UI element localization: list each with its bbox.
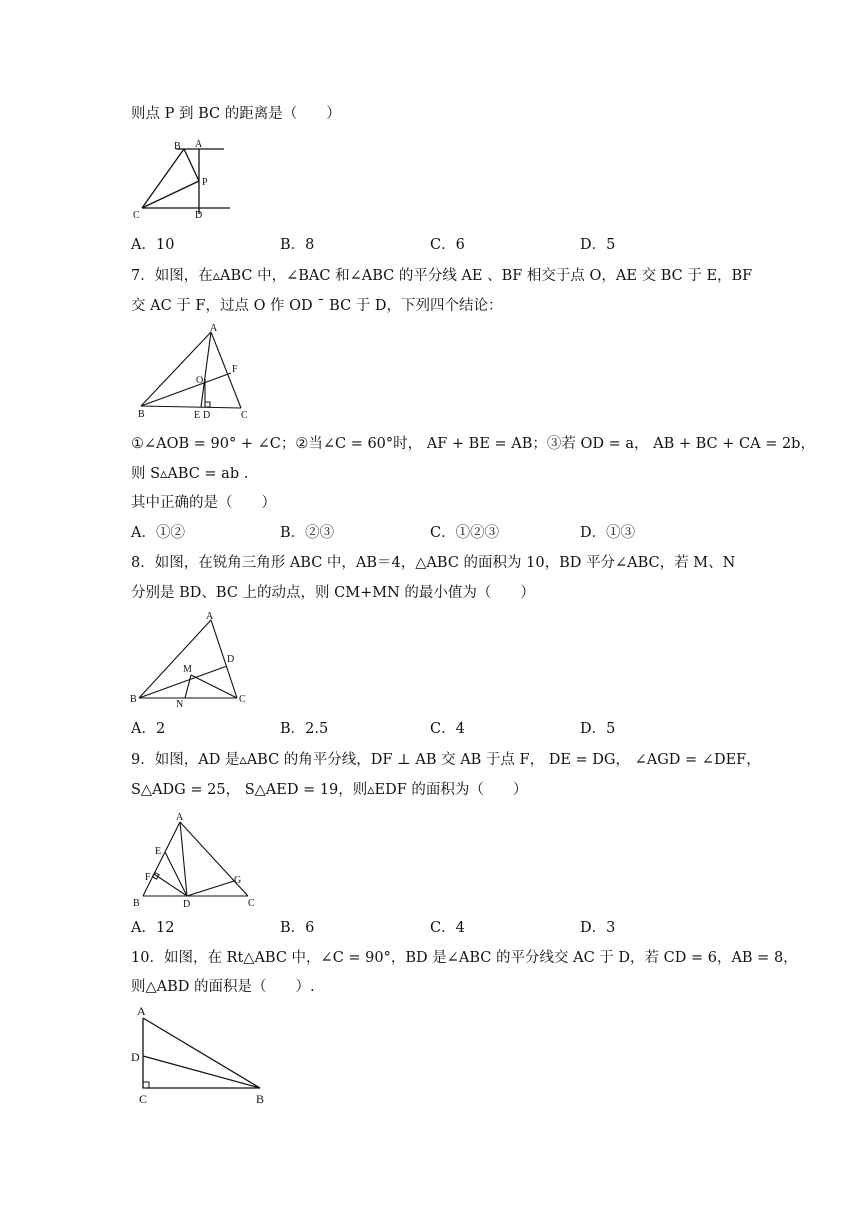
q9-option-a[interactable]: A．12 bbox=[131, 920, 175, 936]
q10-label-d: D bbox=[131, 1050, 140, 1064]
q8-line1: 8．如图，在锐角三角形 ABC 中，AB＝4，△ABC 的面积为 10，BD 平分∠ABC，若 M、N bbox=[131, 555, 736, 571]
q8-option-b[interactable]: B．2.5 bbox=[280, 721, 329, 737]
q8-label-m: M bbox=[183, 664, 192, 675]
q7-label-o: O bbox=[196, 375, 204, 386]
q6-label-p: P bbox=[202, 177, 208, 188]
q6-label-d: D bbox=[195, 210, 203, 221]
q6-option-b[interactable]: B．8 bbox=[280, 237, 315, 253]
q7-label-f: F bbox=[232, 364, 238, 375]
q8-option-d[interactable]: D．5 bbox=[580, 721, 616, 737]
q10-figure bbox=[128, 1002, 273, 1108]
q10-label-b: B bbox=[256, 1092, 265, 1106]
q8-label-a: A bbox=[206, 611, 214, 622]
q8-line2: 分别是 BD、BC 上的动点，则 CM+MN 的最小值为（ ） bbox=[131, 585, 535, 601]
q9-option-c[interactable]: C．4 bbox=[430, 920, 465, 936]
q7-label-e: E bbox=[194, 410, 201, 420]
q10-line2: 则△ABD 的面积是（ ）. bbox=[131, 979, 315, 995]
q9-label-b: B bbox=[133, 898, 140, 908]
q7-label-c: C bbox=[241, 410, 248, 420]
q9-label-f: F bbox=[145, 872, 151, 883]
q9-label-g: G bbox=[234, 875, 242, 886]
q9-figure bbox=[130, 810, 260, 908]
q10-line1: 10．如图，在 Rt△ABC 中，∠C = 90°，BD 是∠ABC 的平分线交 AC 于 D，若 CD = 6，AB = 8， bbox=[131, 950, 798, 966]
q6-label-b: B bbox=[174, 141, 181, 152]
q8-figure bbox=[127, 610, 252, 708]
q6-option-d[interactable]: D．5 bbox=[580, 237, 616, 253]
q7-label-a: A bbox=[210, 323, 218, 334]
q6-label-c: C bbox=[133, 210, 140, 221]
q6-text: 则点 P 到 BC 的距离是（ ） bbox=[131, 106, 341, 122]
q9-label-d: D bbox=[183, 899, 191, 908]
q9-label-c: C bbox=[248, 898, 255, 908]
q9-option-b[interactable]: B．6 bbox=[280, 920, 315, 936]
q7-line3: ①∠AOB = 90° + ∠C；②当∠C = 60°时， AF + BE = AB；③若 OD = a， AB + BC + CA = 2b， bbox=[131, 436, 815, 452]
q7-option-a[interactable]: A．①② bbox=[131, 525, 185, 541]
q6-label-a: A bbox=[195, 139, 203, 150]
q7-line2: 交 AC 于 F，过点 O 作 OD ˉ BC 于 D，下列四个结论： bbox=[131, 298, 503, 314]
q9-line2: S△ADG = 25， S△AED = 19，则▵EDF 的面积为（ ） bbox=[131, 782, 528, 798]
q9-label-e: E bbox=[155, 846, 162, 857]
q7-option-b[interactable]: B．②③ bbox=[280, 525, 335, 541]
q9-line1: 9．如图，AD 是▵ABC 的角平分线，DF ⊥ AB 交 AB 于点 F， DE = DG， ∠AGD = ∠DEF， bbox=[131, 752, 761, 768]
q7-label-d: D bbox=[203, 410, 211, 420]
q8-option-a[interactable]: A．2 bbox=[131, 721, 166, 737]
q9-label-a: A bbox=[176, 812, 184, 823]
q7-line1: 7．如图，在▵ABC 中，∠BAC 和∠ABC 的平分线 AE 、BF 相交于点 O，AE 交 BC 于 E，BF bbox=[131, 268, 753, 284]
q7-line5: 其中正确的是（ ） bbox=[131, 495, 276, 511]
q7-option-c[interactable]: C．①②③ bbox=[430, 525, 500, 541]
q6-figure bbox=[128, 136, 238, 222]
q8-label-c: C bbox=[239, 694, 246, 705]
q10-label-c: C bbox=[139, 1092, 148, 1106]
q7-figure bbox=[133, 322, 258, 420]
q10-label-a: A bbox=[137, 1004, 146, 1018]
q6-option-a[interactable]: A．10 bbox=[131, 237, 175, 253]
q7-option-d[interactable]: D．①③ bbox=[580, 525, 636, 541]
q7-label-b: B bbox=[138, 409, 145, 420]
q8-label-n: N bbox=[176, 699, 184, 708]
q9-option-d[interactable]: D．3 bbox=[580, 920, 616, 936]
q6-option-c[interactable]: C．6 bbox=[430, 237, 465, 253]
q8-label-d: D bbox=[227, 654, 235, 665]
q7-line4: 则 S▵ABC = ab . bbox=[131, 466, 249, 482]
q8-label-b: B bbox=[130, 694, 137, 705]
q8-option-c[interactable]: C．4 bbox=[430, 721, 465, 737]
